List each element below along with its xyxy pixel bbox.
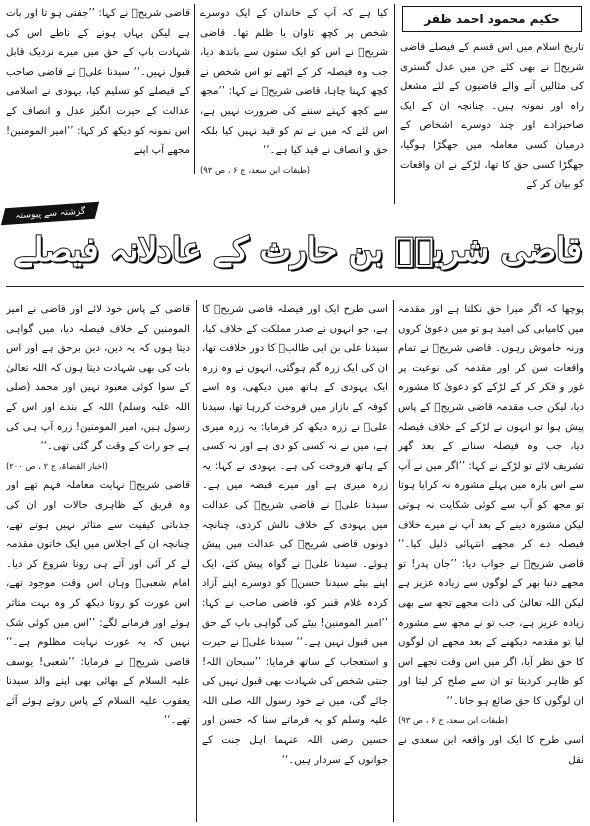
citation: (طبقات ابن سعد، ج ۶ ، ص ۹۳) bbox=[200, 164, 310, 175]
paragraph: اسی طرح کا ایک اور واقعہ ابن سعدی نے نقل bbox=[398, 735, 584, 766]
bottom-right-column bbox=[398, 300, 584, 822]
column-divider bbox=[393, 300, 394, 822]
paragraph: اسی طرح ایک اور فیصلہ قاضی شریحؒ کا ہے، جو انہوں نے صدر مملکت کے خلاف کیا، سیدنا علی بن ابی طالبؓ کا دور خلافت تھا، ان کی ایک زرہ گم ہوگئی، انہوں نے وہ زرہ ایک یہودی کے ہاتھ میں دیکھی، وہ اسے کوفہ کے بازار میں فروخت کررہا تھا، سیدنا علیؓ نے زرہ دیکھ کر فرمایا: یہ زرہ میری ہے، میں نے نہ کسی کو دی ہے اور نہ کسی کے ہاتھ فروخت کی ہے۔ یہودی نے کہا: یہ زرہ میری ہے اور میرے قبضہ میں ہے۔ سیدنا علیؓ نے قاضی شریحؒ کی عدالت میں یہودی کے خلاف نالش کردی، چنانچہ دونوں قاضی شریحؒ کی عدالت میں پیش ہوئے۔ سیدنا علیؓ نے گواہ پیش کئے، ایک اپنے بیٹے سیدنا حسنؓ کو دوسرے اپنے آزاد کردہ غلام قنبر کو، قاضی صاحب نے کہا: ’’امیر المومنین! بیٹے کی گواہی باپ کے حق میں قبول نہیں ہے۔‘‘ سیدنا علیؓ نے حیرت و استعجاب کے ساتھ فرمایا: ’’سبحان اللہ! جنتی شخص کی شہادت بھی قبول نہیں کی جائے گی، میں نے خود رسول اللہ صلی اللہ علیہ وسلم کو یہ فرماتے سنا کہ حسن اور حسین رضی اللہ عنہما اہل جنت کے جوانوں کے سردار ہیں۔‘‘ bbox=[202, 304, 388, 766]
column-divider bbox=[194, 4, 195, 174]
paragraph: تاریخ اسلام میں اس قسم کے فیصلے قاضی شریحؒ نے بھی کئے جن میں عدل گستری کی مثالیں آنے والے قاضیوں کے لئے مشعل راہ اور نمونہ ہیں۔ چنانچہ ان کے ایک صاحبزادے اور چند دوسرے اشخاص کے درمیان کسی معاملہ میں جھگڑا ہوگیا، جھگڑا کسی حق کا تھا، لڑکے نے ان واقعات کو بیان کر کے bbox=[400, 42, 584, 191]
citation: (اخبار القضاۃ، ج ۲ ، ص ۲۰۰) bbox=[6, 460, 108, 471]
paragraph: قاضی شریحؒ نے کہا: ’’جفتی ہو تا اور بات ہے لیکن یہاں ہونے کے ناطے اس کی شہادت باپ کے حق میں میرے نزدیک قابل قبول نہیں۔‘‘ سیدنا علیؓ نے قاضی صاحب کے فیصلے کو تسلیم کیا، یہودی نے اسلامی عدالت کے حیرت انگیز عدل و انصاف کے اس نمونہ کو دیکھ کر کہا: ’’امیر المومنین! مجھے آپ اپنے bbox=[6, 8, 190, 157]
paragraph: پوچھا کہ اگر میرا حق نکلتا ہے اور مقدمہ میں کامیابی کی امید ہو تو میں دعویٰ کروں ورنہ خاموش رہوں۔ قاضی شریحؒ نے تمام واقعات سن کر اور مقدمہ کی نوعیت پر غور و فکر کر کے لڑکے کو دعویٰ کا مشورہ دیا، لیکن جب مقدمہ قاضی شریحؒ کے پاس پیش ہوا تو انہوں نے لڑکے کے خلاف فیصلہ دیا، جب وہ فیصلہ سنانے کے بعد گھر تشریف لائے تو لڑکے نے کہا: ’’اگر میں نے آپ سے اس بارہ میں پہلے مشورہ نہ کرایا ہوتا تو مجھ کو آپ سے کوئی شکایت نہ ہوتی لیکن مشورہ دینے کے بعد آپ نے میرے خلاف فیصلہ دے کر مجھے انتہائی ذلیل کیا۔‘‘ قاضی شریحؒ نے جواب دیا: ’’جان پدر! تو مجھے دنیا بھر کے لوگوں سے زیادہ عزیز ہے لیکن اللہ تعالیٰ کی ذات مجھے تجھ سے بھی زیادہ عزیز ہے، جب تو نے مجھ سے مشورہ لیا تو مقدمہ دیکھنے کے بعد مجھے ان لوگوں کا حق نظر آیا، اگر میں اس وقت تجھے اس کو ظاہر کردیتا تو ان سے صلح کر لیتا اور ان لوگوں کا حق ضائع ہو جاتا۔‘‘ bbox=[398, 304, 584, 707]
bottom-middle-column bbox=[202, 300, 388, 822]
top-left-column bbox=[6, 4, 190, 170]
paragraph: قاضی کے پاس خود لائے اور قاضی نے امیر المومنین کے خلاف فیصلہ دیا، میں گواہی دیتا ہوں کہ یہ دین، دین برحق ہے اور اس بات کی بھی شہادت دیتا ہوں کہ اللہ تعالیٰ کے سوا کوئی معبود نہیں اور محمد (صلی اللہ علیہ وسلم) اللہ کے بندے اور اس کے رسول ہیں، امیر المومنین! زرہ آپ ہی کی ہے جو رات کے وقت گر گئی تھی۔‘‘ bbox=[6, 304, 190, 453]
series-label: گزشتہ سے پیوستہ bbox=[14, 206, 86, 221]
headline-rule bbox=[6, 286, 584, 287]
author-box bbox=[402, 6, 582, 32]
column-divider bbox=[196, 300, 197, 822]
top-middle-column bbox=[200, 4, 388, 204]
headline: قاضی شریحؒ بن حارث کے عادلانہ فیصلے bbox=[13, 230, 582, 269]
column-divider bbox=[394, 4, 395, 204]
author-name: حکیم محمود احمد ظفر bbox=[424, 12, 560, 26]
bottom-left-column bbox=[6, 300, 190, 822]
top-right-column bbox=[400, 38, 584, 200]
paragraph: قاضی شریحؒ نہایت معاملہ فہم تھے اور وہ فریق کے ظاہری حالات اور ان کی جذباتی کیفیت سے متاثر نہیں ہوتے تھے، چنانچہ ان کے اجلاس میں ایک خاتون مقدمہ لے کر آئی اور آتے ہی رونا شروع کر دیا۔ امام شعبیؒ وہاں اس وقت موجود تھے، اس عورت کو روتا دیکھ کر وہ بہت متاثر ہوئے اور فرمانے لگے: ’’اس میں کوئی شک نہیں کہ یہ عورت نہایت مظلوم ہے۔‘‘ قاضی شریحؒ نے فرمایا: ’’شعبی! یوسف علیہ السلام کے بھائی بھی اپنے والد سیدنا یعقوب علیہ السلام کے پاس روتے ہوئے آئے تھے۔‘‘ bbox=[6, 480, 190, 727]
paragraph: کیا ہے کہ آپ کے خاندان کے ایک دوسرے شخص پر کچھ تاوان یا ظلم تھا۔ قاضی شریحؒ نے اس کو ایک ستون سے باندھ دیا، جب وہ فیصلہ کر کے اٹھے تو اس شخص نے کچھ کہنا چاہا، قاضی شریحؒ نے کہا: ’’مجھ سے کچھ کہنے سننے کی ضرورت نہیں ہے، اس لئے کہ میں نے تم کو قید نہیں کیا بلکہ حق و انصاف نے قید کیا ہے۔‘‘ bbox=[200, 8, 388, 157]
citation: (طبقات ابن سعد، ج ۶ ، ص ۹۳) bbox=[398, 715, 508, 726]
